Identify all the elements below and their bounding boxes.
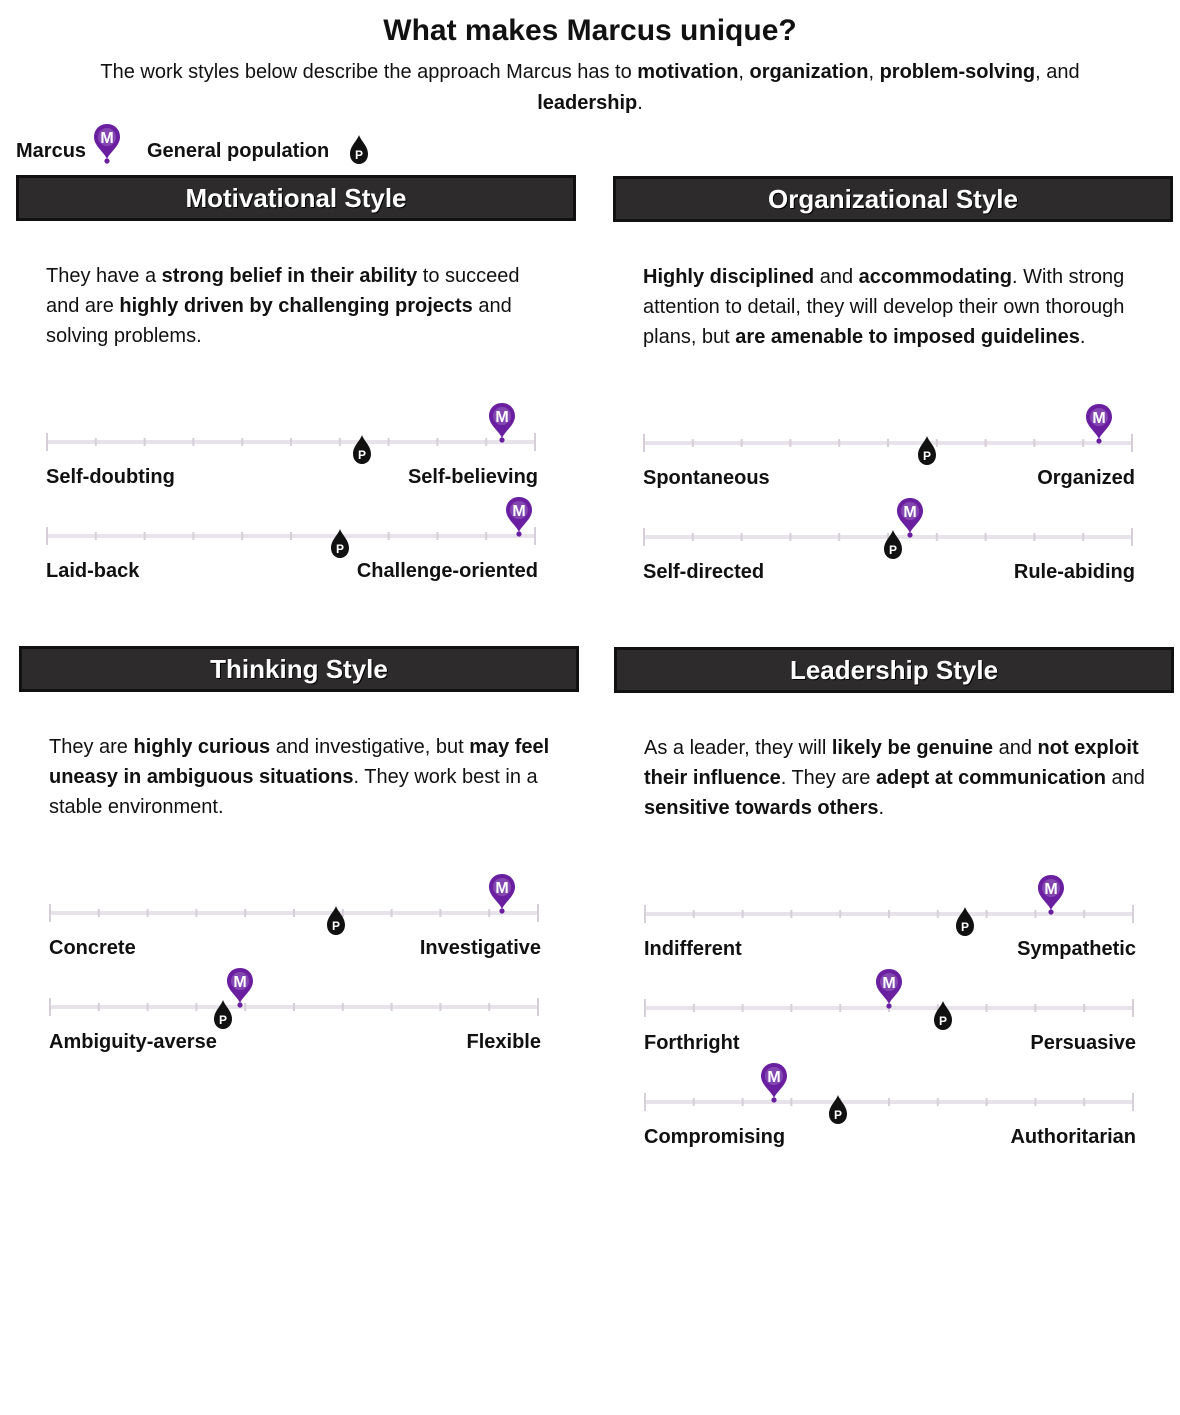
svg-text:P: P bbox=[335, 542, 345, 556]
emphasis-text: sensitive towards others bbox=[644, 797, 879, 819]
scale-right-label: Sympathetic bbox=[1017, 938, 1136, 960]
section-description bbox=[643, 262, 1153, 352]
scale-concrete-investigative bbox=[49, 880, 541, 973]
text-run: . bbox=[637, 92, 643, 114]
text-run: and bbox=[993, 737, 1038, 759]
emphasis-text: problem-solving bbox=[879, 61, 1036, 83]
page-title: What makes Marcus unique? bbox=[383, 14, 797, 47]
marcus-marker bbox=[1084, 402, 1114, 444]
emphasis-text: adept at communication bbox=[875, 767, 1106, 789]
scale-left-label: Self-doubting bbox=[46, 466, 175, 488]
marcus-marker bbox=[874, 967, 904, 1009]
scale-spontaneous-organized bbox=[643, 410, 1135, 503]
emphasis-text: may feel uneasy in ambiguous situations bbox=[49, 736, 550, 788]
svg-text:P: P bbox=[938, 1014, 947, 1028]
section-thinking-style bbox=[19, 646, 579, 1166]
text-run: and investigative, but bbox=[270, 736, 470, 758]
text-run: . They work best in a stable environment. bbox=[49, 766, 538, 818]
svg-text:M: M bbox=[767, 1069, 781, 1086]
section-description bbox=[49, 732, 559, 822]
text-run: . With strong attention to detail, they will develop their own thorough plans, but bbox=[643, 266, 1125, 348]
scale-left-label: Ambiguity-averse bbox=[49, 1031, 217, 1053]
emphasis-text: likely be genuine bbox=[831, 737, 994, 759]
text-run: , bbox=[868, 61, 880, 83]
scale-left-label: Concrete bbox=[49, 937, 136, 959]
scale-right-label: Challenge-oriented bbox=[356, 560, 538, 582]
marcus-marker bbox=[1036, 873, 1066, 915]
text-run: , and bbox=[1035, 61, 1080, 83]
scale-indifferent-sympathetic bbox=[644, 881, 1136, 974]
scale-track bbox=[46, 526, 536, 548]
emphasis-text: accommodating bbox=[858, 266, 1012, 288]
legend-marcus-label: Marcus bbox=[16, 140, 87, 162]
text-run: The work styles below describe the approach Marcus has to bbox=[100, 61, 638, 83]
scale-left-label: Forthright bbox=[644, 1032, 740, 1054]
section-header: Motivational Style bbox=[16, 175, 576, 221]
scale-right-label: Authoritarian bbox=[1010, 1126, 1136, 1148]
marcus-marker bbox=[225, 966, 255, 1008]
scale-track bbox=[643, 433, 1133, 455]
svg-text:M: M bbox=[1092, 410, 1106, 427]
scale-laid-back-challenge-oriented bbox=[46, 503, 538, 596]
scale-left-label: Laid-back bbox=[46, 560, 140, 582]
text-run: They are bbox=[49, 736, 134, 758]
emphasis-text: highly curious bbox=[133, 736, 271, 758]
section-header: Leadership Style bbox=[614, 647, 1174, 693]
marcus-pin-icon bbox=[92, 122, 122, 164]
population-pin-icon bbox=[348, 134, 370, 166]
text-run: . bbox=[1079, 326, 1086, 348]
legend bbox=[16, 118, 436, 168]
emphasis-text: strong belief in their ability bbox=[161, 265, 418, 287]
emphasis-text: highly driven by challenging projects bbox=[119, 295, 473, 317]
svg-text:M: M bbox=[512, 503, 526, 520]
svg-text:P: P bbox=[354, 148, 364, 162]
scale-compromising-authoritarian bbox=[644, 1069, 1136, 1162]
text-run: and bbox=[814, 266, 859, 288]
scale-right-label: Self-believing bbox=[407, 466, 538, 488]
text-run: . bbox=[878, 797, 885, 819]
scale-left-label: Compromising bbox=[644, 1126, 786, 1148]
scale-track bbox=[644, 1092, 1134, 1114]
svg-text:M: M bbox=[100, 130, 114, 147]
svg-text:M: M bbox=[1044, 881, 1058, 898]
scale-forthright-persuasive bbox=[644, 975, 1136, 1068]
population-marker bbox=[325, 905, 347, 937]
scale-right-label: Persuasive bbox=[1030, 1032, 1136, 1054]
svg-text:P: P bbox=[331, 919, 340, 933]
svg-text:P: P bbox=[888, 543, 897, 557]
text-run: to succeed and are bbox=[46, 265, 520, 317]
section-header: Organizational Style bbox=[613, 176, 1173, 222]
svg-text:P: P bbox=[218, 1013, 227, 1027]
scale-track bbox=[49, 997, 539, 1019]
svg-text:M: M bbox=[233, 974, 247, 991]
scale-left-label: Indifferent bbox=[644, 938, 742, 960]
marcus-marker bbox=[487, 872, 517, 914]
population-marker bbox=[954, 906, 976, 938]
legend-population-label: General population bbox=[147, 140, 330, 162]
population-marker bbox=[932, 1000, 954, 1032]
marcus-marker bbox=[504, 495, 534, 537]
scale-right-label: Rule-abiding bbox=[1013, 561, 1135, 583]
marcus-marker bbox=[487, 401, 517, 443]
page-subtitle bbox=[80, 57, 1100, 119]
population-marker bbox=[827, 1094, 849, 1126]
section-description bbox=[644, 733, 1154, 823]
svg-text:P: P bbox=[358, 448, 367, 462]
svg-text:M: M bbox=[495, 409, 509, 426]
scale-left-label: Self-directed bbox=[643, 561, 765, 583]
scale-track bbox=[49, 903, 539, 925]
scale-left-label: Spontaneous bbox=[643, 467, 770, 489]
scale-self-directed-rule-abiding bbox=[643, 504, 1135, 597]
scale-right-label: Organized bbox=[1037, 467, 1135, 489]
marcus-marker bbox=[895, 496, 925, 538]
emphasis-text: leadership bbox=[537, 92, 638, 114]
svg-text:M: M bbox=[882, 975, 896, 992]
population-marker bbox=[329, 528, 351, 560]
scale-track bbox=[46, 432, 536, 454]
population-marker bbox=[351, 434, 373, 466]
scale-right-label: Investigative bbox=[419, 937, 541, 959]
scale-self-doubting-self-believing bbox=[46, 409, 538, 502]
section-header: Thinking Style bbox=[19, 646, 579, 692]
emphasis-text: motivation bbox=[637, 61, 739, 83]
svg-text:M: M bbox=[495, 880, 509, 897]
text-run: They have a bbox=[46, 265, 162, 287]
emphasis-text: organization bbox=[749, 61, 869, 83]
scale-ambiguity-averse-flexible bbox=[49, 974, 541, 1067]
text-run: , bbox=[738, 61, 750, 83]
text-run: . They are bbox=[780, 767, 876, 789]
section-motivational-style bbox=[16, 175, 576, 695]
population-marker bbox=[916, 435, 938, 467]
svg-text:M: M bbox=[903, 504, 917, 521]
emphasis-text: are amenable to imposed guidelines bbox=[735, 326, 1080, 348]
section-leadership-style bbox=[614, 647, 1174, 1167]
emphasis-text: not exploit their influence bbox=[644, 737, 1139, 789]
svg-text:P: P bbox=[960, 920, 969, 934]
marcus-marker bbox=[759, 1061, 789, 1103]
text-run: and bbox=[1105, 767, 1145, 789]
text-run: As a leader, they will bbox=[644, 737, 832, 759]
svg-text:P: P bbox=[833, 1108, 842, 1122]
section-organizational-style bbox=[613, 176, 1173, 696]
scale-right-label: Flexible bbox=[466, 1031, 541, 1053]
emphasis-text: Highly disciplined bbox=[643, 266, 815, 288]
text-run: and solving problems. bbox=[46, 295, 512, 347]
section-description bbox=[46, 261, 556, 351]
svg-text:P: P bbox=[923, 449, 932, 463]
